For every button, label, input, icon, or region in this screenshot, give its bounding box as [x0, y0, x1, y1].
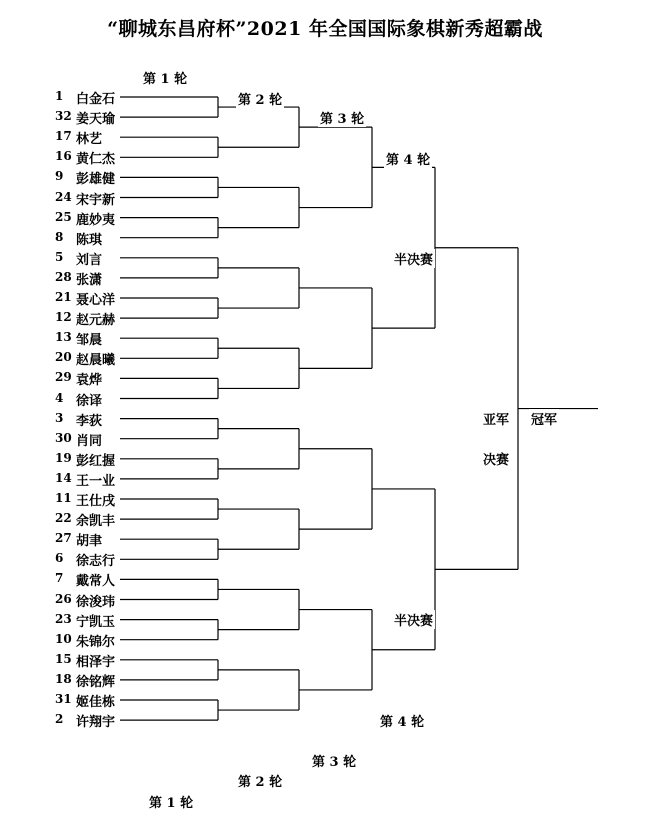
player-seed: 22: [55, 511, 72, 526]
round-3-label-top: 第 3 轮: [318, 108, 366, 127]
round-1-label-bottom: 第 1 轮: [147, 792, 195, 811]
player-name: 王仕戌: [76, 494, 116, 509]
round-4-label-top: 第 4 轮: [384, 149, 432, 168]
player-name: 余凯丰: [76, 514, 116, 530]
player-name: 黄仁杰: [76, 152, 116, 168]
player-seed: 11: [55, 491, 72, 505]
player-seed: 28: [55, 269, 72, 284]
player-name: 徐铭辉: [76, 674, 116, 690]
player-seed: 15: [55, 651, 72, 666]
player-name: 戴常人: [76, 574, 116, 590]
round-2-label-top: 第 2 轮: [236, 89, 284, 108]
player-name: 赵晨曦: [76, 353, 116, 369]
player-name: 许翔宇: [76, 715, 116, 731]
semifinal-label-top: 半决赛: [392, 249, 435, 268]
runner-up-label: 亚军: [481, 409, 511, 428]
player-seed: 10: [55, 631, 72, 646]
player-seed: 12: [55, 310, 72, 325]
player-name: 张潇: [76, 272, 103, 288]
player-name: 赵元赫: [76, 313, 116, 329]
semifinal-label-bottom: 半决赛: [392, 610, 435, 629]
player-name: 姜天瑜: [76, 112, 116, 128]
player-seed: 18: [55, 671, 72, 686]
player-seed: 24: [55, 189, 72, 204]
player-seed: 14: [55, 470, 72, 485]
player-seed: 23: [55, 611, 72, 626]
player-name: 宁凯玉: [76, 614, 116, 630]
player-name: 胡聿: [76, 534, 103, 550]
round-4-label-bottom: 第 4 轮: [378, 711, 426, 730]
player-seed: 19: [55, 450, 72, 465]
round-1-label-top: 第 1 轮: [141, 68, 189, 87]
player-name: 鹿妙夷: [76, 212, 116, 228]
player-seed: 20: [55, 350, 72, 365]
player-name: 朱锦尔: [76, 634, 116, 650]
player-seed: 5: [55, 249, 64, 264]
player-name: 宋宇新: [76, 192, 116, 208]
player-seed: 26: [55, 591, 72, 606]
player-name: 徐浚玮: [76, 594, 116, 610]
player-name: 徐译: [76, 393, 103, 409]
champion-label: 冠军: [529, 409, 559, 428]
player-name: 刘言: [76, 252, 103, 268]
player-name: 徐志行: [76, 554, 116, 570]
page-title: “聊城东昌府杯”2021 年全国国际象棋新秀超霸战: [107, 18, 543, 40]
player-seed: 9: [55, 169, 64, 184]
player-name: 姬佳栋: [76, 695, 116, 710]
player-name: 肖同: [76, 433, 103, 449]
player-seed: 7: [55, 571, 64, 586]
player-seed: 17: [55, 129, 72, 144]
final-label: 决赛: [481, 449, 511, 468]
player-name: 陈琪: [76, 232, 103, 248]
player-name: 彭红握: [76, 453, 116, 469]
player-seed: 21: [55, 290, 72, 304]
round-3-label-bottom: 第 3 轮: [310, 751, 358, 770]
player-name: 聂心洋: [76, 293, 116, 308]
player-seed: 6: [55, 551, 64, 566]
player-seed: 1: [55, 89, 64, 103]
player-seed: 32: [55, 109, 72, 124]
player-seed: 3: [55, 410, 64, 425]
player-name: 李荻: [76, 413, 103, 429]
player-name: 彭雄健: [76, 172, 116, 188]
player-name: 王一业: [76, 473, 116, 489]
round-2-label-bottom: 第 2 轮: [236, 771, 284, 790]
player-seed: 30: [55, 430, 72, 445]
player-name: 袁烨: [76, 373, 103, 389]
player-seed: 2: [55, 712, 64, 727]
player-seed: 16: [55, 149, 72, 164]
player-name: 林艺: [76, 132, 103, 148]
player-name: 相泽宇: [76, 654, 116, 670]
player-seed: 29: [55, 370, 72, 385]
player-name: 白金石: [76, 92, 116, 107]
player-seed: 4: [55, 390, 64, 405]
player-seed: 13: [55, 330, 72, 345]
player-seed: 8: [55, 229, 64, 244]
player-name: 邹晨: [76, 333, 103, 349]
player-seed: 27: [55, 531, 72, 546]
player-seed: 25: [55, 209, 72, 224]
player-seed: 31: [55, 692, 72, 706]
